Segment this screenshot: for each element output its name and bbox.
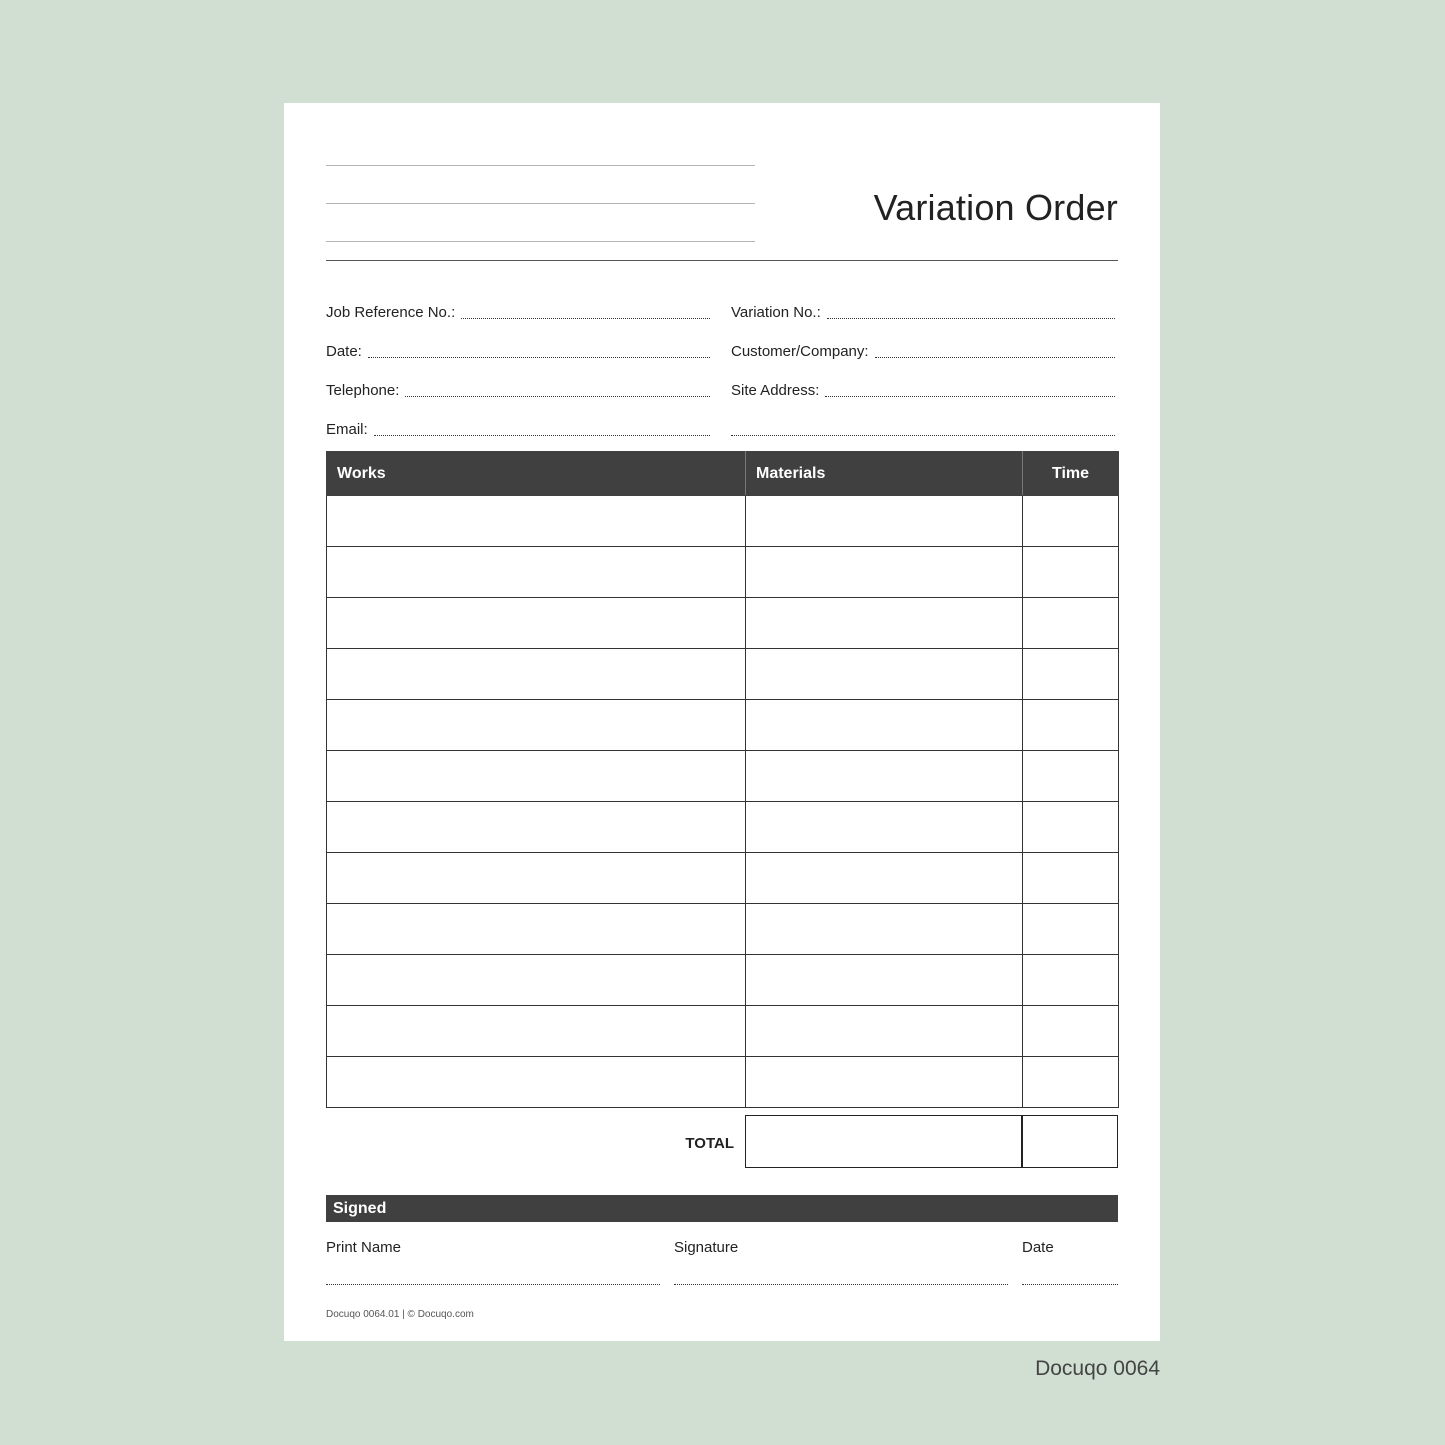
- header-divider: [326, 260, 1118, 261]
- materials-header: Materials: [746, 452, 1023, 496]
- time-cell[interactable]: [1023, 955, 1119, 1006]
- table-row: [327, 496, 1119, 547]
- table-row: [327, 904, 1119, 955]
- works-cell[interactable]: [327, 496, 746, 547]
- customer-company-label: Customer/Company:: [731, 343, 869, 360]
- telephone-field[interactable]: [326, 379, 710, 399]
- materials-cell[interactable]: [746, 1006, 1023, 1057]
- signature-line[interactable]: [674, 1284, 1008, 1285]
- works-cell[interactable]: [327, 955, 746, 1006]
- works-cell[interactable]: [327, 751, 746, 802]
- total-label: TOTAL: [685, 1135, 734, 1152]
- signed-date-label: Date: [1022, 1239, 1054, 1256]
- variation-no-field[interactable]: [731, 301, 1115, 321]
- table-row: [327, 751, 1119, 802]
- date-field[interactable]: [326, 340, 710, 360]
- site-address-input[interactable]: [825, 382, 1115, 397]
- table-header-row: [327, 452, 1119, 496]
- table-row: [327, 649, 1119, 700]
- materials-cell[interactable]: [746, 598, 1023, 649]
- time-cell[interactable]: [1023, 751, 1119, 802]
- date-input[interactable]: [368, 343, 710, 358]
- header-line-3: [326, 241, 755, 242]
- time-header: Time: [1023, 452, 1119, 496]
- works-cell[interactable]: [327, 649, 746, 700]
- email-input[interactable]: [374, 421, 710, 436]
- time-cell[interactable]: [1023, 547, 1119, 598]
- email-field[interactable]: [326, 418, 710, 438]
- job-reference-label: Job Reference No.:: [326, 304, 456, 321]
- materials-cell[interactable]: [746, 853, 1023, 904]
- works-cell[interactable]: [327, 598, 746, 649]
- works-table: [326, 451, 1119, 1108]
- time-cell[interactable]: [1023, 496, 1119, 547]
- works-header: Works: [327, 452, 746, 496]
- brand-label: Docuqo 0064: [1035, 1357, 1160, 1380]
- variation-no-input[interactable]: [827, 304, 1115, 319]
- table-row: [327, 1006, 1119, 1057]
- document-title: Variation Order: [873, 187, 1118, 228]
- table-row: [327, 853, 1119, 904]
- table-row: [327, 955, 1119, 1006]
- works-cell[interactable]: [327, 700, 746, 751]
- total-time-cell[interactable]: [1021, 1115, 1118, 1168]
- table-row: [327, 1057, 1119, 1108]
- works-cell[interactable]: [327, 802, 746, 853]
- time-cell[interactable]: [1023, 700, 1119, 751]
- site-address-line-2[interactable]: [731, 418, 1115, 438]
- time-cell[interactable]: [1023, 802, 1119, 853]
- email-label: Email:: [326, 421, 368, 438]
- time-cell[interactable]: [1023, 598, 1119, 649]
- date-label: Date:: [326, 343, 362, 360]
- time-cell[interactable]: [1023, 649, 1119, 700]
- time-cell[interactable]: [1023, 1057, 1119, 1108]
- print-name-label: Print Name: [326, 1239, 402, 1256]
- footer-text: Docuqo 0064.01 | © Docuqo.com: [326, 1309, 474, 1320]
- total-materials-cell[interactable]: [745, 1115, 1023, 1168]
- materials-cell[interactable]: [746, 547, 1023, 598]
- signature-label: Signature: [674, 1239, 739, 1256]
- works-cell[interactable]: [327, 1057, 746, 1108]
- materials-cell[interactable]: [746, 802, 1023, 853]
- table-row: [327, 598, 1119, 649]
- header-line-2: [326, 203, 755, 204]
- time-cell[interactable]: [1023, 904, 1119, 955]
- materials-cell[interactable]: [746, 955, 1023, 1006]
- table-row: [327, 700, 1119, 751]
- form-page: [284, 103, 1160, 1341]
- time-cell[interactable]: [1023, 1006, 1119, 1057]
- works-cell[interactable]: [327, 1006, 746, 1057]
- telephone-label: Telephone:: [326, 382, 400, 399]
- telephone-input[interactable]: [405, 382, 710, 397]
- materials-cell[interactable]: [746, 904, 1023, 955]
- signed-date-line[interactable]: [1022, 1284, 1118, 1285]
- signed-heading: Signed: [326, 1195, 1118, 1222]
- site-address-label: Site Address:: [731, 382, 820, 399]
- works-cell[interactable]: [327, 853, 746, 904]
- job-reference-input[interactable]: [461, 304, 710, 319]
- job-reference-field[interactable]: [326, 301, 710, 321]
- table-row: [327, 802, 1119, 853]
- materials-cell[interactable]: [746, 649, 1023, 700]
- works-cell[interactable]: [327, 547, 746, 598]
- works-cell[interactable]: [327, 904, 746, 955]
- customer-company-input[interactable]: [875, 343, 1115, 358]
- site-address-field[interactable]: [731, 379, 1115, 399]
- materials-cell[interactable]: [746, 751, 1023, 802]
- materials-cell[interactable]: [746, 496, 1023, 547]
- header-line-1: [326, 165, 755, 166]
- variation-no-label: Variation No.:: [731, 304, 821, 321]
- materials-cell[interactable]: [746, 1057, 1023, 1108]
- table-row: [327, 547, 1119, 598]
- time-cell[interactable]: [1023, 853, 1119, 904]
- customer-company-field[interactable]: [731, 340, 1115, 360]
- works-table-body: [327, 496, 1119, 1108]
- print-name-line[interactable]: [326, 1284, 660, 1285]
- materials-cell[interactable]: [746, 700, 1023, 751]
- site-address-input-2[interactable]: [731, 421, 1115, 436]
